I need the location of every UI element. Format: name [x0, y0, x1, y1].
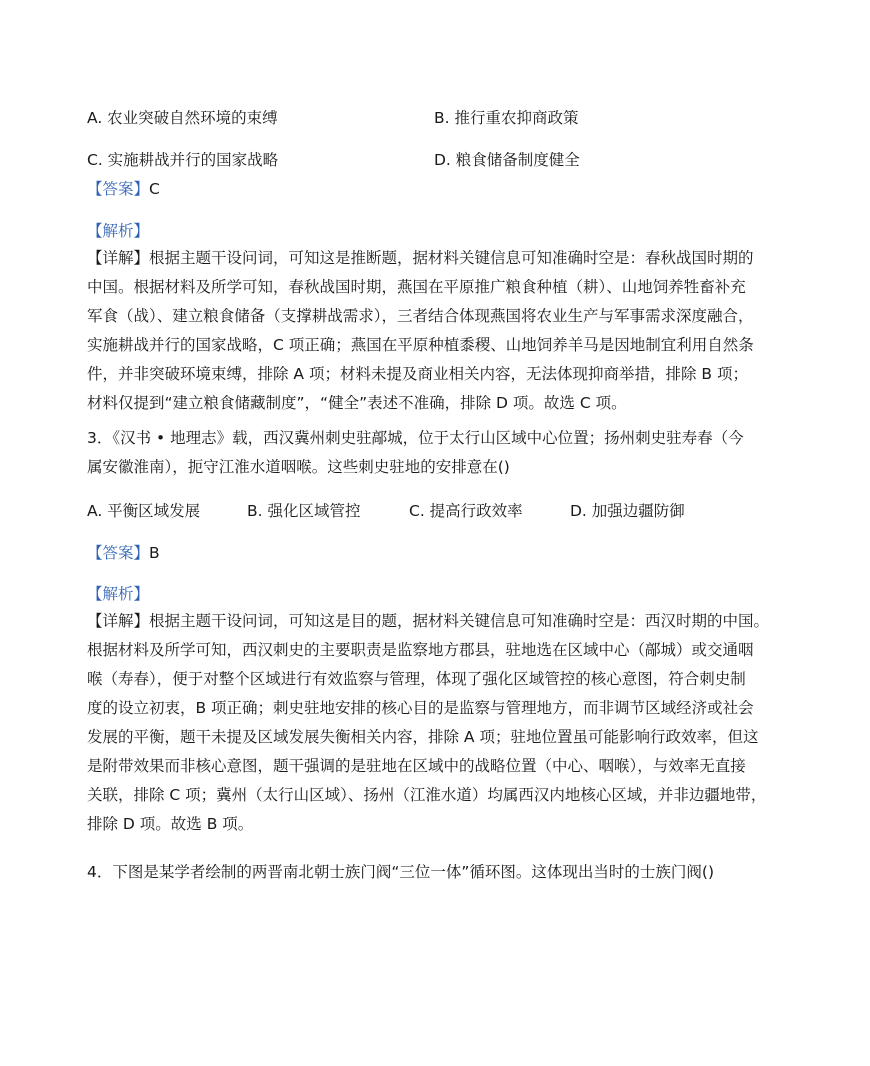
q3-analysis-label: 【解析】 [87, 585, 150, 603]
explanation-line: 发展的平衡，题干未提及区域发展失衡相关内容，排除 A 项；驻地位置虽可能影响行政效率，但这 [87, 728, 759, 746]
q3-answer [87, 541, 160, 563]
explanation-line: 喉（寿春），便于对整个区域进行有效监察与管理，体现了强化区域管控的核心意图，符合刺史制 [87, 670, 746, 688]
answer-value: B [149, 544, 160, 562]
answer-label: 【答案】 [87, 180, 150, 198]
q2-option-d: D. 粮食储备制度健全 [434, 151, 580, 169]
q3-option-b: B. 强化区域管控 [247, 502, 361, 520]
explanation-line: 是附带效果而非核心意图，题干强调的是驻地在区域中的战略位置（中心、咽喉），与效率无直接 [87, 757, 746, 775]
q2-analysis-label: 【解析】 [87, 222, 150, 240]
explanation-line: 【详解】根据主题干设问词，可知这是推断题，据材料关键信息可知准确时空是：春秋战国时期的 [87, 249, 754, 267]
q2-option-b: B. 推行重农抑商政策 [434, 109, 579, 127]
q2-answer [87, 177, 160, 199]
explanation-line: 根据材料及所学可知，西汉刺史的主要职责是监察地方郡县，驻地选在区域中心（鄗城）或交通咽 [87, 641, 754, 659]
q4-stem: 4．下图是某学者绘制的两晋南北朝士族门阀“三位一体”循环图。这体现出当时的士族门阀() [87, 863, 715, 881]
explanation-line: 【详解】根据主题干设问词，可知这是目的题，据材料关键信息可知准确时空是：西汉时期的中国。 [87, 612, 770, 630]
explanation-line: 材料仅提到“建立粮食储藏制度”，“健全”表述不准确，排除 D 项。故选 C 项。 [87, 394, 627, 412]
stem-line: 属安徽淮南），扼守江淮水道咽喉。这些刺史驻地的安排意在() [87, 458, 510, 476]
q3-option-c: C. 提高行政效率 [409, 502, 523, 520]
q2-option-c: C. 实施耕战并行的国家战略 [87, 151, 279, 169]
explanation-line: 排除 D 项。故选 B 项。 [87, 815, 254, 833]
explanation-line: 关联，排除 C 项；冀州（太行山区域）、扬州（江淮水道）均属西汉内地核心区域，并非边疆地带， [87, 786, 767, 804]
explanation-line: 实施耕战并行的国家战略，C 项正确；燕国在平原种植黍稷、山地饲养羊马是因地制宜利用自然条 [87, 336, 754, 354]
stem-line: 3．《汉书 • 地理志》载，西汉冀州刺史驻鄗城，位于太行山区域中心位置；扬州刺史驻寿春（今 [87, 429, 744, 447]
q3-option-a: A. 平衡区域发展 [87, 502, 201, 520]
answer-value: C [149, 180, 160, 198]
explanation-line: 中国。根据材料及所学可知，春秋战国时期，燕国在平原推广粮食种植（耕）、山地饲养牲畜补充 [87, 278, 746, 296]
q2-option-a: A. 农业突破自然环境的束缚 [87, 109, 278, 127]
explanation-line: 度的设立初衷，B 项正确；刺史驻地安排的核心目的是监察与管理地方，而非调节区域经济或社会 [87, 699, 754, 717]
answer-label: 【答案】 [87, 544, 150, 562]
explanation-line: 军食（战）、建立粮食储备（支撑耕战需求），三者结合体现燕国将农业生产与军事需求深度融合， [87, 307, 754, 325]
explanation-line: 件，并非突破环境束缚，排除 A 项；材料未提及商业相关内容，无法体现抑商举措，排除 B 项； [87, 365, 748, 383]
q3-option-d: D. 加强边疆防御 [570, 502, 685, 520]
